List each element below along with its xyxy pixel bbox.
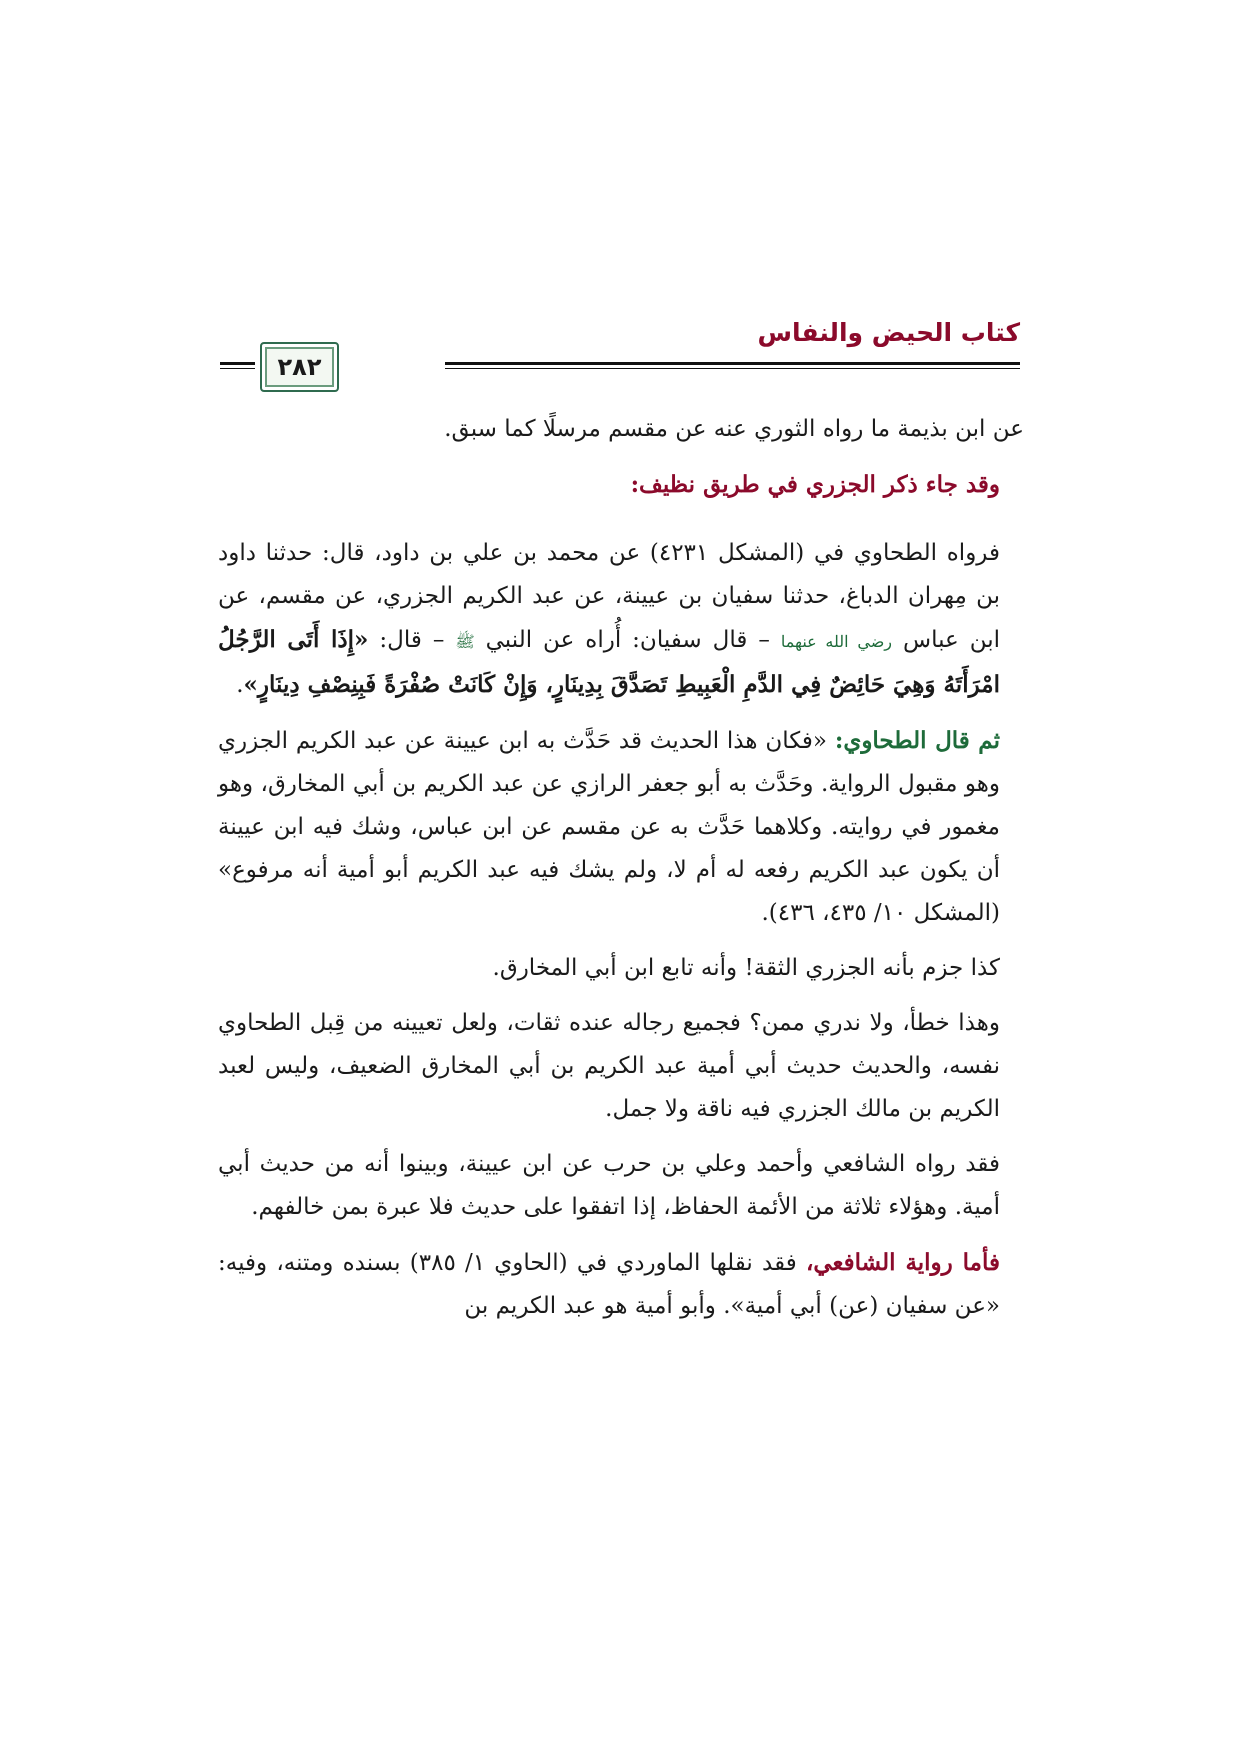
page-number: ٢٨٢ — [277, 353, 322, 381]
paragraph-3 — [218, 719, 1024, 935]
page-body — [218, 408, 1024, 1340]
section-heading: وقد جاء ذكر الجزري في طريق نظيف: — [630, 471, 1000, 498]
page-number-badge — [260, 342, 339, 392]
paragraph-1: عن ابن بذيمة ما رواه الثوري عنه عن مقسم مرسلًا كما سبق. — [444, 416, 1024, 442]
paragraph-2-end: . — [236, 672, 244, 698]
paragraph-7 — [218, 1241, 1024, 1328]
paragraph-5: وهذا خطأ، ولا ندري ممن؟ فجميع رجاله عنده ثقات، ولعل تعيينه من قِبل الطحاوي نفسه، والحديث حديث أبي أمية عبد الكريم بن أبي المخارق الضعيف، وليس لعبد الكريم بن مالك الجزري فيه ناقة ولا جمل. — [218, 1010, 1000, 1122]
page-header — [220, 318, 1020, 388]
paragraph-2-qal: – قال: — [379, 627, 445, 653]
book-title: كتاب الحيض والنفاس — [757, 318, 1020, 347]
paragraph-4: كذا جزم بأنه الجزري الثقة! وأنه تابع ابن أبي المخارق. — [492, 955, 1000, 981]
honorific-prophet: ﷺ — [455, 632, 475, 651]
honorific-companion: رضي الله عنهما — [780, 632, 893, 651]
tahawi-lead: ثم قال الطحاوي: — [834, 727, 1000, 754]
paragraph-6: فقد رواه الشافعي وأحمد وعلي بن حرب عن ابن عيينة، وبينوا أنه من حديث أبي أمية. وهؤلاء ثلاثة من الأئمة الحفاظ، إذا اتفقوا على حديث فلا عبرة بمن خالفهم. — [218, 1151, 1000, 1220]
paragraph-2-mid: – قال سفيان: أُراه عن النبي — [485, 627, 770, 653]
header-rule-left-thin — [220, 368, 255, 369]
paragraph-7-text: فقد نقلها الماوردي في (الحاوي ١/ ٣٨٥) بسنده ومتنه، وفيه: «عن سفيان (عن) أبي أمية». وأبو أمية هو عبد الكريم بن — [218, 1250, 1000, 1319]
tahawi-quote: «فكان هذا الحديث قد حَدَّث به ابن عيينة عن عبد الكريم الجزري وهو مقبول الرواية. وحَدَّث به أبو جعفر الرازي عن عبد الكريم بن أبي المخارق، وهو مغمور في روايته. وكلاهما حَدَّث به عن مقسم عن ابن عباس، وشك فيه ابن عيينة أن يكون عبد الكريم رفعه له أم لا، ولم يشك فيه عبد الكريم أبو أمية أنه مرفوع» (المشكل ١٠/ ٤٣٥، ٤٣٦). — [218, 728, 1000, 926]
header-rule-left — [220, 362, 255, 365]
paragraph-2 — [218, 532, 1024, 707]
hadith-text: «إِذَا أَتَى الرَّجُلُ امْرَأَتَهُ وَهِيَ حَائِضٌ فِي الدَّمِ الْعَبِيطِ تَصَدَّقَ بِدِينَارٍ، وَإِنْ كَانَتْ صُفْرَةً فَبِنِصْفِ دِينَارٍ» — [218, 626, 1000, 698]
header-rule-thin — [445, 368, 1020, 369]
paragraph-2-text: فرواه الطحاوي في (المشكل ٤٢٣١) عن محمد بن علي بن داود، قال: حدثنا داود بن مِهران الدباغ، حدثنا سفيان بن عيينة، عن عبد الكريم الجزري، عن مقسم، عن ابن عباس — [218, 540, 1001, 653]
shafii-lead: فأما رواية الشافعي، — [805, 1249, 1000, 1276]
header-rule — [445, 362, 1020, 365]
